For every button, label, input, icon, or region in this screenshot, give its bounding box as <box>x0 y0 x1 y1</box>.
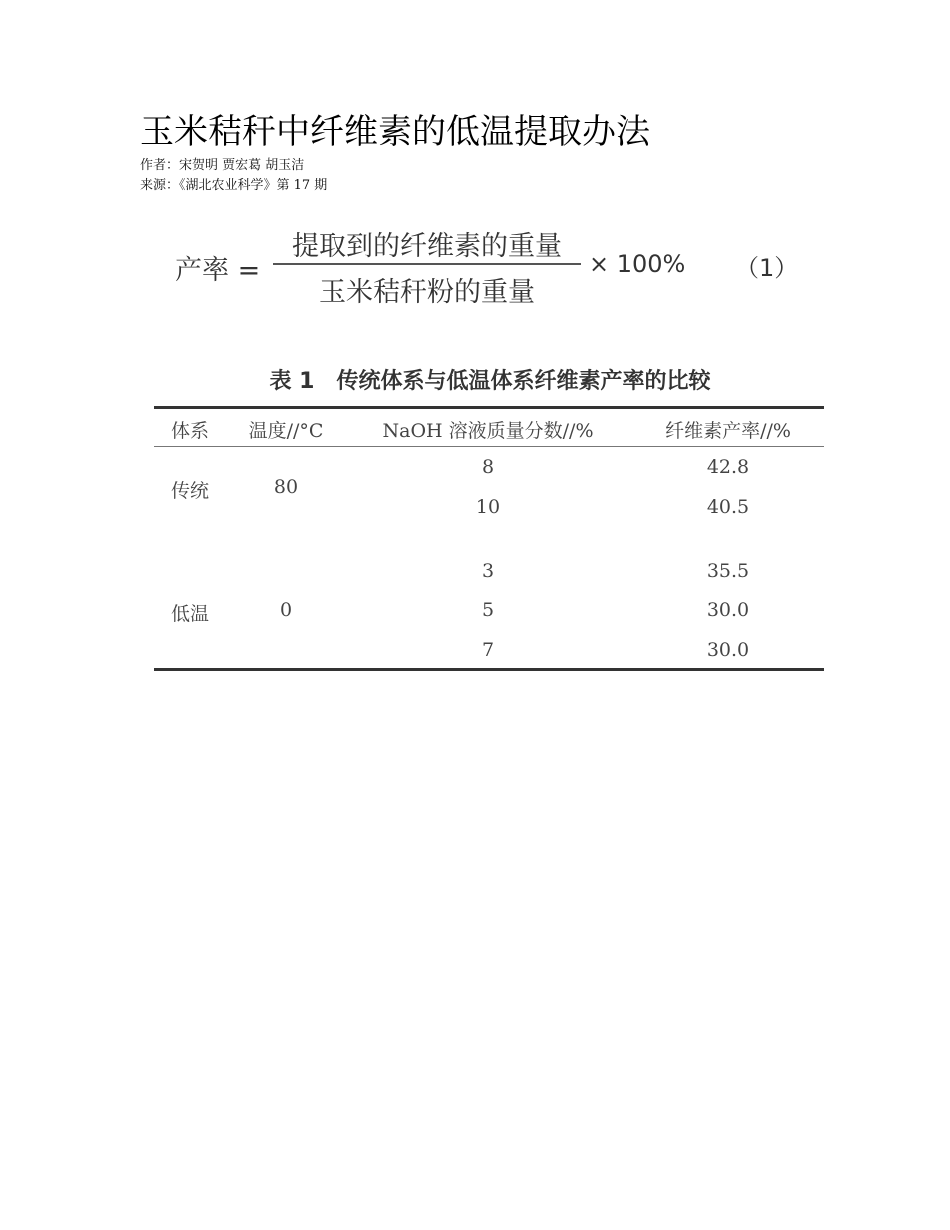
formula-lhs: 产率 = <box>175 255 261 286</box>
table-caption: 表 1 传统体系与低温体系纤维素产率的比较 <box>269 369 711 394</box>
formula-fraction <box>273 222 581 306</box>
naoh-cell: 7 <box>481 639 495 661</box>
group-system: 低温 <box>170 603 210 625</box>
header-temperature: 温度//°C <box>248 420 324 442</box>
naoh-cell: 5 <box>481 599 495 621</box>
table-bottom-rule <box>154 668 824 671</box>
equation-number: （1） <box>735 254 799 282</box>
document-title: 玉米秸秆中纤维素的低温提取办法 <box>140 112 650 152</box>
header-system: 体系 <box>170 420 210 442</box>
group-temperature: 80 <box>273 476 299 498</box>
yield-cell: 40.5 <box>706 496 750 518</box>
formula-multiplier: × 100% <box>589 250 686 278</box>
naoh-cell: 8 <box>481 456 495 478</box>
fraction-bar <box>273 263 581 265</box>
header-naoh: NaOH 溶液质量分数//% <box>382 420 594 442</box>
table-header-rule <box>154 446 824 447</box>
yield-formula <box>175 222 799 312</box>
author-line: 作者：宋贺明 贾宏葛 胡玉洁 <box>140 158 305 173</box>
header-yield: 纤维素产率//% <box>665 420 791 442</box>
yield-cell: 42.8 <box>706 456 750 478</box>
yield-cell: 35.5 <box>706 560 750 582</box>
formula-numerator: 提取到的纤维素的重量 <box>292 231 562 262</box>
naoh-cell: 10 <box>475 496 501 518</box>
table-top-rule <box>154 406 824 409</box>
naoh-cell: 3 <box>481 560 495 582</box>
group-system: 传统 <box>170 480 210 502</box>
source-line: 来源：《湖北农业科学》第 17 期 <box>140 178 328 193</box>
formula-denominator: 玉米秸秆粉的重量 <box>319 277 535 308</box>
yield-cell: 30.0 <box>706 639 750 661</box>
group-temperature: 0 <box>279 599 293 621</box>
yield-cell: 30.0 <box>706 599 750 621</box>
